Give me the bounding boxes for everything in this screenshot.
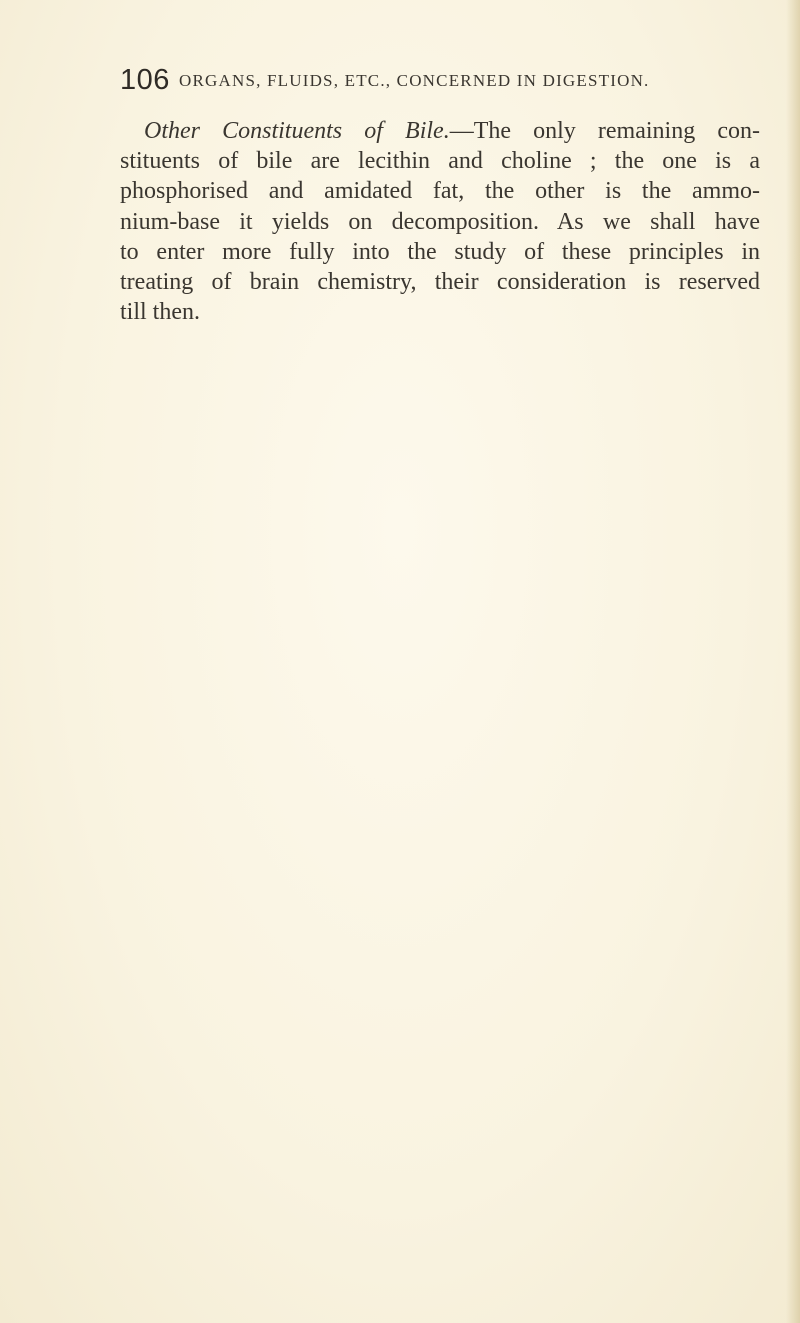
paragraph-line <box>120 116 760 146</box>
paragraph-line: to enter more fully into the study of these principles in <box>120 238 760 265</box>
paragraph-line-text: —The only remaining con- <box>449 118 760 144</box>
section-heading: Other Constituents of Bile. <box>144 118 450 144</box>
running-head-title: ORGANS, FLUIDS, ETC., CONCERNED IN DIGESTION. <box>179 71 650 90</box>
paragraph-line: till then. <box>120 299 200 326</box>
body-paragraph <box>120 116 760 327</box>
page-number: 106 <box>120 64 170 96</box>
paragraph-line: treating of brain chemistry, their consideration is reserved <box>120 269 760 296</box>
paragraph-line: phosphorised and amidated fat, the other is the ammo- <box>120 178 760 205</box>
page-edge-shadow <box>786 0 800 1323</box>
paragraph-line: nium-base it yields on decomposition. As we shall have <box>120 208 760 235</box>
paragraph-line: stituents of bile are lecithin and choline ; the one is a <box>120 148 760 175</box>
running-head <box>120 64 760 98</box>
